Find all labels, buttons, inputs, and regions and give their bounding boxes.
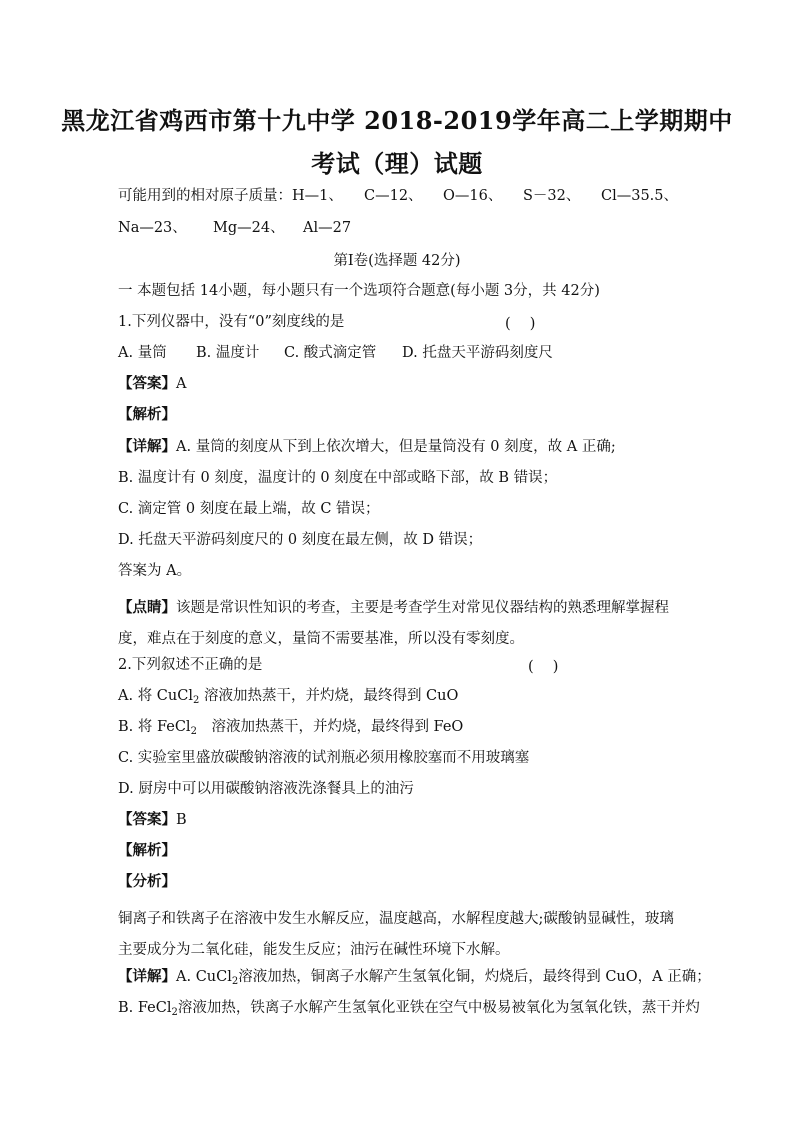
mass-o: O—16、 [443,188,503,204]
exam-title-line2: 考试（理）试题 [311,149,483,178]
mass-al: Al—27 [303,220,352,236]
q2-analysis-label: 【解析】 [118,842,176,859]
q1-detail-a: A. 量筒的刻度从下到上依次增大，但是量筒没有 0 刻度，故 A 正确; [176,439,616,455]
exam-title-line1: 黑龙江省鸡西市第十九中学 2018-2019学年高二上学期期中 [61,106,733,135]
q2-option-a-post: 溶液加热蒸干，并灼烧，最终得到 CuO [199,688,459,704]
q1-option-b: B. 温度计 [196,345,260,361]
section-instructions: 一 本题包括 14小题，每小题只有一个选项符合题意(每小题 3分，共 42分) [118,283,600,299]
q2-detail-b-post: 溶液加热，铁离子水解产生氢氧化亚铁在空气中极易被氧化为氢氧化铁，蒸干并灼 [177,1000,700,1016]
q2-fenxi-text: 铜离子和铁离子在溶液中发生水解反应，温度越高，水解程度越大;碳酸钠显碱性，玻璃主要成分为二氧化硅，能发生反应；油污在碱性环境下水解。 [118,911,674,958]
q1-conclusion: 答案为 A。 [118,563,192,579]
q1-analysis-label: 【解析】 [118,406,176,423]
q2-option-b-pre: B. 将 FeCl [118,719,191,735]
q2-option-b-post: 溶液加热蒸干，并灼烧，最终得到 FeO [196,719,464,735]
q2-detail-a-sub: 2 [231,976,239,987]
q2-paren: ( ) [528,659,559,675]
q2-detail-b [118,998,700,1023]
atomic-mass-line1 [118,186,678,206]
q2-option-a-sub: 2 [192,695,200,706]
q2-option-b [118,717,463,742]
q1-comment-text: 该题是常识性知识的考查，主要是考查学生对常见仪器结构的熟悉理解掌握程度，难点在于刻度的意义，量筒不需要基准，所以没有零刻度。 [118,600,669,647]
q2-stem: 2.下列叙述不正确的是 [118,657,263,673]
q2-option-a-pre: A. 将 CuCl [118,688,193,704]
mass-s: S－32、 [523,188,581,204]
q1-paren: ( ) [505,316,536,332]
q1-answer-label: 【答案】 [118,375,176,392]
mass-h: H—1、 [292,188,343,204]
q1-detail-b: B. 温度计有 0 刻度，温度计的 0 刻度在中部或略下部，故 B 错误； [118,470,558,486]
q1-detail-label: 【详解】 [118,438,176,455]
q2-option-b-sub: 2 [190,726,197,737]
q2-detail-b-pre: B. FeCl [118,1000,172,1016]
q2-option-d: D. 厨房中可以用碳酸钠溶液洗涤餐具上的油污 [118,781,414,797]
section-title: 第Ⅰ卷(选择题 42分) [333,253,461,269]
q2-fenxi-label: 【分析】 [118,873,176,890]
q1-comment-label: 【点睛】 [118,599,176,616]
q2-answer [118,810,187,830]
q1-detail-d: D. 托盘天平游码刻度尺的 0 刻度在最左侧，故 D 错误； [118,532,483,548]
mass-cl: Cl—35.5、 [601,188,679,204]
mass-na: Na—23、 [118,220,187,236]
q1-option-d: D. 托盘天平游码刻度尺 [402,345,553,361]
q2-answer-value: B [176,812,187,828]
q2-detail-a-post: 溶液加热，铜离子水解产生氢氧化铜，灼烧后，最终得到 CuO，A 正确； [238,969,711,985]
q2-detail-a [118,967,711,992]
q1-stem: 1.下列仪器中，没有“0”刻度线的是 [118,314,345,330]
q2-detail-label: 【详解】 [118,968,176,985]
q2-option-c: C. 实验室里盛放碳酸钠溶液的试剂瓶必须用橡胶塞而不用玻璃塞 [118,750,530,766]
mass-c: C—12、 [364,188,423,204]
q1-comment [118,592,678,655]
q1-options [118,343,553,363]
q1-detail-line1 [118,437,616,457]
atomic-mass-line2 [118,218,351,238]
q1-answer-value: A [176,376,187,392]
q1-answer [118,374,186,394]
mass-mg: Mg—24、 [213,220,285,236]
q1-detail-c: C. 滴定管 0 刻度在最上端，故 C 错误； [118,501,380,517]
q1-option-c: C. 酸式滴定管 [284,345,377,361]
q2-detail-b-sub: 2 [171,1007,178,1018]
q1-option-a: A. 量筒 [118,345,167,361]
q2-option-a [118,686,458,711]
atomic-mass-label: 可能用到的相对原子质量： [118,188,292,204]
q2-detail-a-pre: A. CuCl [176,969,232,985]
q2-answer-label: 【答案】 [118,811,176,828]
